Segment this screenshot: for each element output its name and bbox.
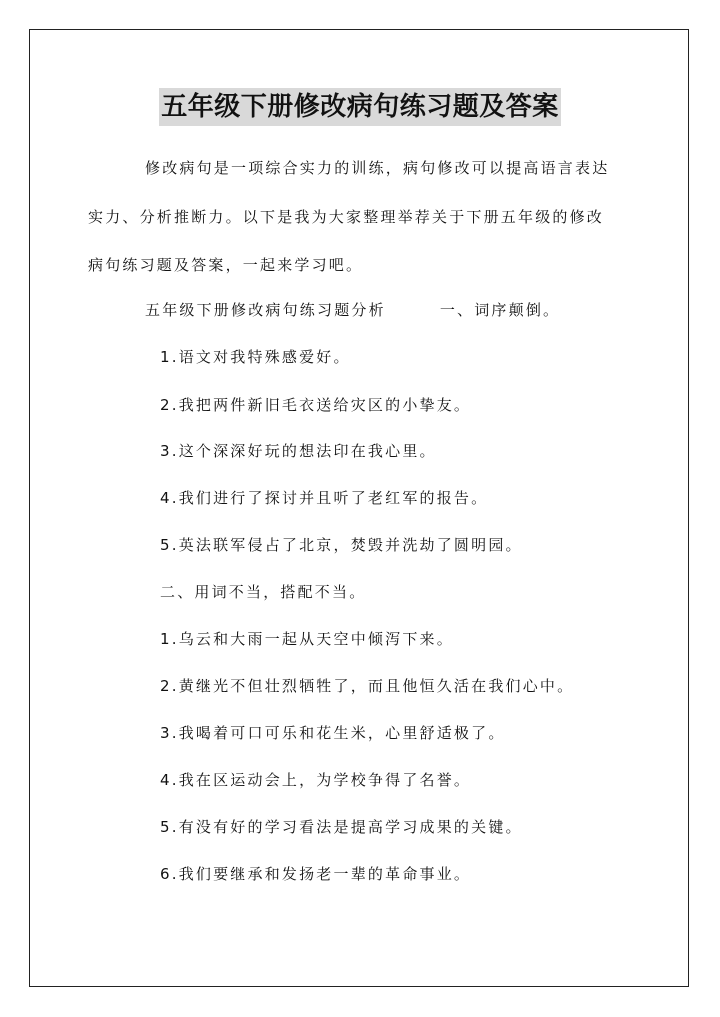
- section-heading-row: [145, 300, 560, 320]
- part2-item-4: 4.我在区运动会上，为学校争得了名誉。: [160, 771, 472, 789]
- intro-line-2: 实力、分析推断力。以下是我为大家整理举荐关于下册五年级的修改: [88, 208, 605, 226]
- section-heading: 五年级下册修改病句练习题分析: [145, 301, 386, 319]
- part2-item-1: 1.乌云和大雨一起从天空中倾泻下来。: [160, 630, 454, 648]
- part2-heading: 二、用词不当，搭配不当。: [160, 583, 367, 601]
- part1-item-5: 5.英法联军侵占了北京，焚毁并洗劫了圆明园。: [160, 536, 523, 554]
- part1-item-4: 4.我们进行了探讨并且听了老红军的报告。: [160, 489, 489, 507]
- document-title-wrap: [0, 88, 720, 126]
- part1-item-2: 2.我把两件新旧毛衣送给灾区的小挚友。: [160, 396, 472, 414]
- part2-item-6: 6.我们要继承和发扬老一辈的革命事业。: [160, 865, 472, 883]
- document-title: 五年级下册修改病句练习题及答案: [159, 88, 561, 126]
- part1-item-1: 1.语文对我特殊感爱好。: [160, 348, 351, 366]
- part2-item-3: 3.我喝着可口可乐和花生米，心里舒适极了。: [160, 724, 506, 742]
- intro-line-1: 修改病句是一项综合实力的训练，病句修改可以提高语言表达: [145, 159, 610, 177]
- intro-line-3: 病句练习题及答案，一起来学习吧。: [88, 256, 364, 274]
- part2-item-5: 5.有没有好的学习看法是提高学习成果的关键。: [160, 818, 523, 836]
- part2-item-2: 2.黄继光不但壮烈牺牲了，而且他恒久活在我们心中。: [160, 677, 575, 695]
- part1-heading: 一、词序颠倒。: [439, 301, 561, 319]
- part1-item-3: 3.这个深深好玩的想法印在我心里。: [160, 442, 437, 460]
